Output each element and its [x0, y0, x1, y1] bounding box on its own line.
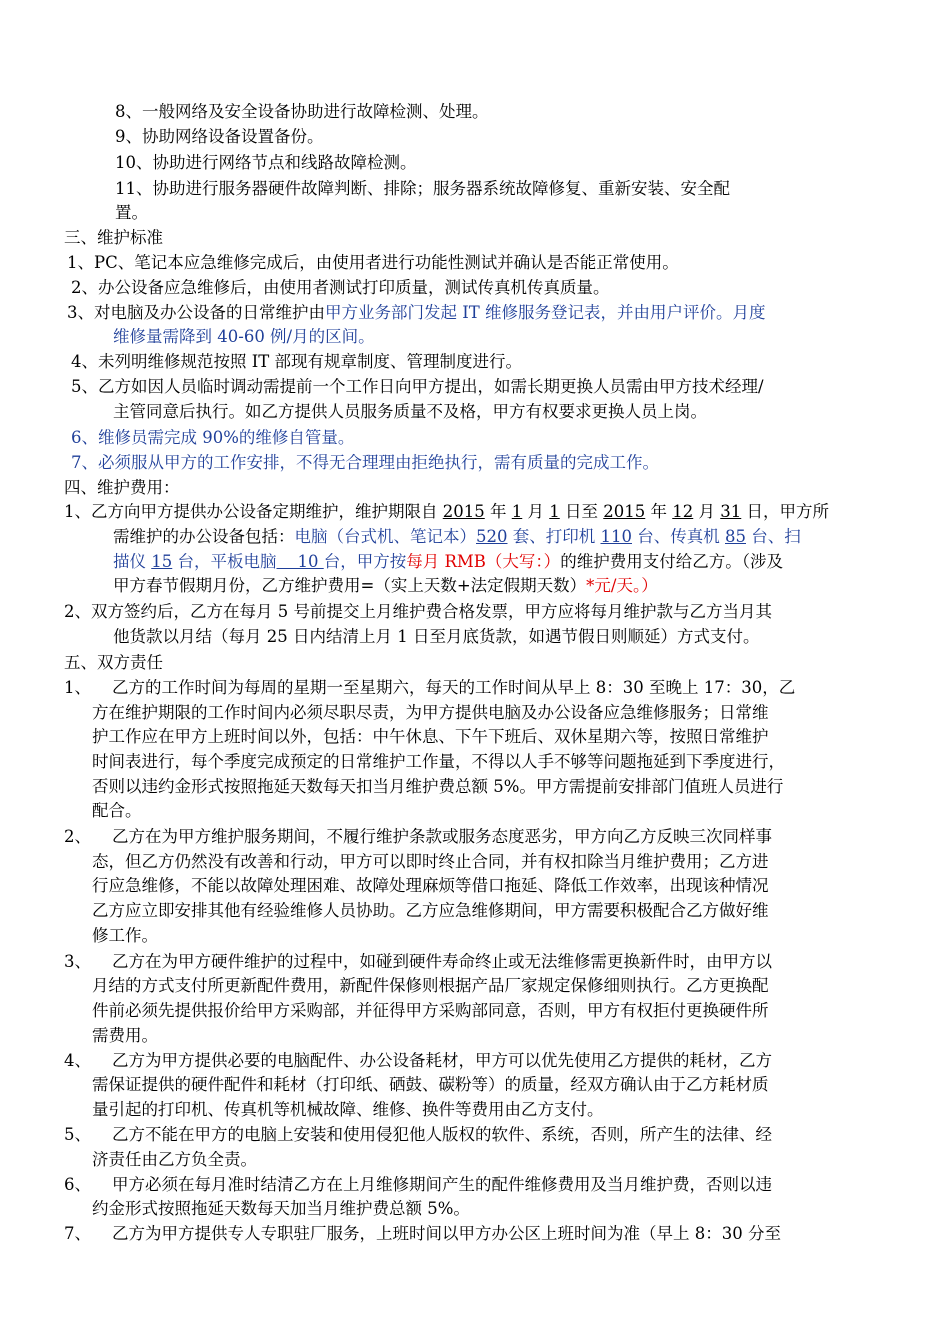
- device-name: 电脑（台式机、笔记本）: [294, 527, 476, 546]
- item-number: 4、: [64, 1051, 91, 1070]
- end-year: 2015: [603, 502, 646, 521]
- item-number: 7、: [64, 1224, 91, 1243]
- item-number: 1、: [64, 678, 91, 697]
- item-text: 的维护费用支付给乙方。（涉及: [560, 552, 783, 571]
- fee-amount: 每月 RMB（大写：）: [406, 552, 561, 571]
- item-number: 6、: [64, 1175, 91, 1194]
- device-name: 台、传真机: [632, 527, 725, 546]
- section-heading: 五、双方责任: [64, 653, 163, 672]
- item-line: 修工作。: [92, 926, 158, 945]
- item-line: 否则以违约金形式按照拖延天数每天扣当月维护费总额 5%。甲方需提前安排部门值班人员进行: [92, 777, 784, 796]
- list-item: 10、协助进行网络节点和线路故障检测。: [115, 153, 417, 172]
- item-line: 乙方应立即安排其他有经验维修人员协助。乙方应急维修期间，甲方需要积极配合乙方做好维: [92, 901, 769, 920]
- item-line: 态，但乙方仍然没有改善和行动，甲方可以即时终止合同，并有权扣除当月维护费用；乙方进: [92, 852, 769, 871]
- list-item-continuation: [113, 550, 783, 574]
- end-month: 12: [672, 502, 694, 521]
- item-text: 3、对电脑及办公设备的日常维护由: [67, 303, 325, 322]
- item-line: 时间表进行，每个季度完成预定的日常维护工作量，不得以人手不够等问题拖延到下季度进行，: [92, 752, 785, 771]
- device-count: 85: [725, 527, 746, 546]
- list-item: 2、办公设备应急维修后，由使用者测试打印质量，测试传真机传真质量。: [71, 278, 610, 297]
- item-text: 乙方为甲方提供专人专职驻厂服务，上班时间以甲方办公区上班时间为准（早上 8：30 分至: [112, 1224, 781, 1243]
- item-line: 件前必须先提供报价给甲方采购部，并征得甲方采购部同意，否则，甲方有权拒付更换硬件所: [92, 1001, 769, 1020]
- section-heading: 四、维护费用：: [64, 478, 180, 497]
- item-line: 济责任由乙方负全责。: [92, 1150, 257, 1169]
- device-name: 台、扫: [746, 527, 801, 546]
- list-item: [64, 500, 829, 524]
- item-text: 乙方为甲方提供必要的电脑配件、办公设备耗材，甲方可以优先使用乙方提供的耗材，乙方: [112, 1051, 772, 1070]
- list-item: 8、一般网络及安全设备协助进行故障检测、处理。: [115, 102, 489, 121]
- device-count: 520: [476, 527, 508, 546]
- item-text: 甲方必须在每月准时结清乙方在上月维修期间产生的配件维修费用及当月维护费，否则以违: [112, 1175, 772, 1194]
- list-item: [64, 825, 772, 849]
- list-item: [64, 1123, 772, 1147]
- list-item: 7、必须服从甲方的工作安排，不得无合理理由拒绝执行，需有质量的完成工作。: [71, 453, 659, 472]
- device-name: 台，平板电脑: [172, 552, 277, 571]
- item-line: 量引起的打印机、传真机等机械故障、维修、换件等费用由乙方支付。: [92, 1100, 604, 1119]
- list-item-continuation: 维修量需降到 40-60 例/月的区间。: [113, 327, 375, 346]
- item-line: 月结的方式支付所更新配件费用，新配件保修则根据产品厂家规定保修细则执行。乙方更换配: [92, 976, 769, 995]
- list-item: [64, 1049, 772, 1073]
- item-line: 约金形式按照拖延天数每天加当月维护费总额 5%。: [92, 1199, 470, 1218]
- highlighted-text: 甲方业务部门发起 IT 维修服务登记表，并由用户评价。月度: [325, 303, 766, 322]
- start-year: 2015: [442, 502, 485, 521]
- list-item: 2、双方签约后，乙方在每月 5 号前提交上月维护费合格发票，甲方应将每月维护款与乙方当月其: [64, 602, 772, 621]
- fee-rate: *元/天。）: [586, 576, 658, 595]
- item-text: 甲方春节假期月份，乙方维护费用=（实上天数+法定假期天数）: [113, 576, 587, 595]
- device-count: 10: [276, 552, 324, 571]
- end-day: 31: [720, 502, 742, 521]
- item-line: 配合。: [92, 801, 142, 820]
- item-line: 方在维护期限的工作时间内必须尽职尽责，为甲方提供电脑及办公设备应急维修服务；日常维: [92, 703, 769, 722]
- list-item: [64, 1222, 781, 1246]
- item-text: 需维护的办公设备包括：: [113, 527, 295, 546]
- item-text: 1、乙方向甲方提供办公设备定期维护，维护期限自: [64, 502, 443, 521]
- item-text: 台，甲方按: [323, 552, 407, 571]
- item-line: 需费用。: [92, 1026, 158, 1045]
- list-item-continuation: [113, 574, 658, 598]
- list-item: [67, 301, 766, 325]
- item-text: 月: [522, 502, 550, 521]
- list-item: 9、协助网络设备设置备份。: [115, 127, 324, 146]
- device-name: 描仪: [113, 552, 152, 571]
- item-number: 2、: [64, 827, 91, 846]
- item-number: 5、: [64, 1125, 91, 1144]
- item-line: 护工作应在甲方上班时间以外，包括：中午休息、下午下班后、双休星期六等，按照日常维护: [92, 727, 769, 746]
- list-item: 6、维修员需完成 90%的维修自管量。: [71, 428, 355, 447]
- item-text: 乙方的工作时间为每周的星期一至星期六，每天的工作时间从早上 8：30 至晚上 17：30，乙: [112, 678, 796, 697]
- item-text: 日至: [559, 502, 604, 521]
- item-line: 需保证提供的硬件配件和耗材（打印纸、硒鼓、碳粉等）的质量，经双方确认由于乙方耗材质: [92, 1075, 769, 1094]
- item-text: 乙方在为甲方维护服务期间，不履行维护条款或服务态度恶劣，甲方向乙方反映三次同样事: [112, 827, 772, 846]
- list-item-continuation: 置。: [115, 203, 148, 222]
- list-item-continuation: [113, 525, 801, 549]
- item-line: 行应急维修，不能以故障处理困难、故障处理麻烦等借口拖延、降低工作效率，出现该种情况: [92, 876, 769, 895]
- list-item: 1、PC、笔记本应急维修完成后，由使用者进行功能性测试并确认是否能正常使用。: [67, 253, 679, 272]
- section-heading: 三、维护标准: [64, 228, 163, 247]
- device-count: 110: [600, 527, 632, 546]
- item-text: 年: [645, 502, 673, 521]
- list-item: [64, 950, 772, 974]
- item-text: 乙方在为甲方硬件维护的过程中，如碰到硬件寿命终止或无法维修需更换新件时，由甲方以: [112, 952, 772, 971]
- item-text: 年: [484, 502, 512, 521]
- list-item: 5、乙方如因人员临时调动需提前一个工作日向甲方提出，如需长期更换人员需由甲方技术经理/: [71, 377, 764, 396]
- item-text: 乙方不能在甲方的电脑上安装和使用侵犯他人版权的软件、系统，否则，所产生的法律、经: [112, 1125, 772, 1144]
- device-count: 15: [151, 552, 173, 571]
- list-item: 11、协助进行服务器硬件故障判断、排除；服务器系统故障修复、重新安装、安全配: [115, 179, 730, 198]
- start-month: 1: [511, 502, 523, 521]
- list-item-continuation: 主管同意后执行。如乙方提供人员服务质量不及格，甲方有权要求更换人员上岗。: [113, 402, 707, 421]
- item-text: 月: [693, 502, 721, 521]
- list-item-continuation: 他货款以月结（每月 25 日内结清上月 1 日至月底货款，如遇节假日则顺延）方式支付。: [113, 627, 760, 646]
- list-item: [64, 676, 795, 700]
- device-name: 套、打印机: [507, 527, 601, 546]
- list-item: [64, 1173, 772, 1197]
- start-day: 1: [549, 502, 560, 521]
- item-number: 3、: [64, 952, 91, 971]
- list-item: 4、未列明维修规范按照 IT 部现有规章制度、管理制度进行。: [71, 352, 523, 371]
- item-text: 日，甲方所: [741, 502, 829, 521]
